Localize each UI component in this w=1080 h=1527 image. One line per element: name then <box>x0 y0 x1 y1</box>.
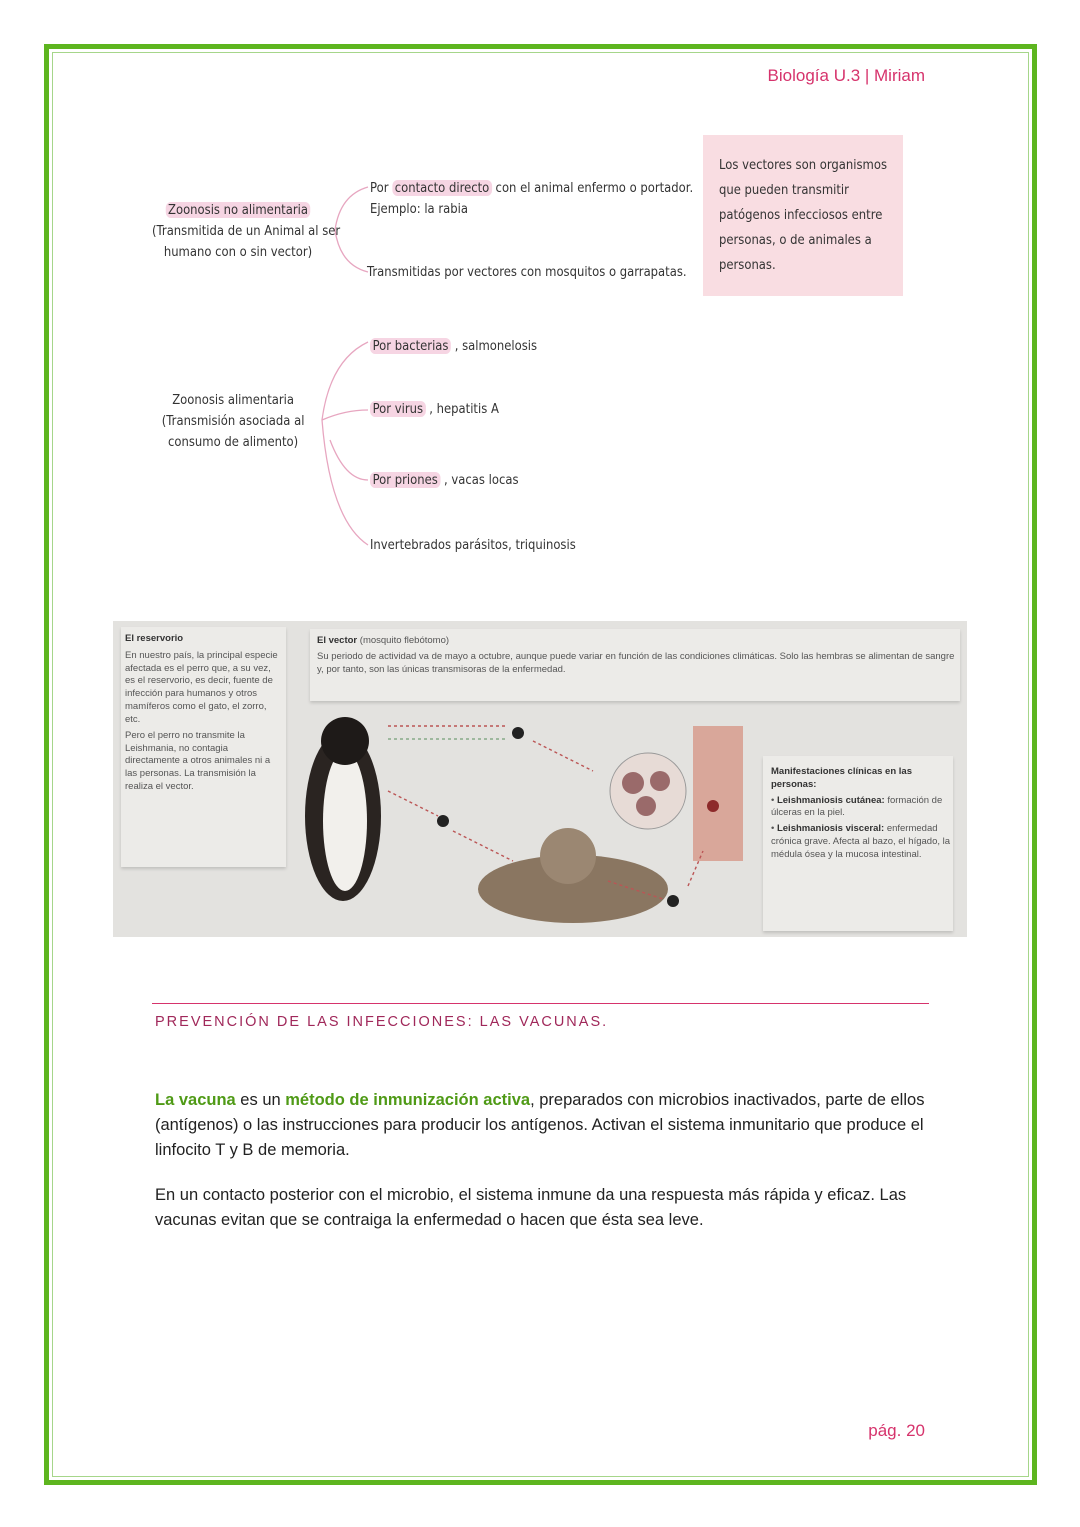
page-header: Biología U.3 | Miriam <box>767 66 925 85</box>
branch-contacto-directo: Por contacto directo con el animal enfermo o portador. Ejemplo: la rabia <box>370 180 694 217</box>
cat-icon <box>478 828 668 923</box>
vector-text: El vector (mosquito flebótomo) Su periodo de actividad va de mayo a octubre, aunque puede variar en función de las condiciones climáticas. Solo las hembras se alimentan de sangre y, por tanto, son las únicas transmisoras de la enfermedad. <box>317 635 955 675</box>
dog-icon <box>305 717 381 901</box>
section-title: PREVENCIÓN DE LAS INFECCIONES: LAS VACUNAS. <box>155 1014 609 1030</box>
parasite-magnifier-icon <box>610 753 686 829</box>
page-number: pág. 20 <box>868 1421 925 1440</box>
branch-virus: Por virus , hepatitis A <box>370 399 499 420</box>
paragraph-respuesta: En un contacto posterior con el microbio, el sistema inmune da una respuesta más rápida y eficaz. Las vacunas evitan que se contraiga la enfermedad o hacen que ésta sea leve. <box>155 1186 907 1229</box>
reservoir-text: El reservorio En nuestro país, la principal especie afectada es el perro que, a su vez, es el reservorio, es decir, fuente de infección para humanos y otros mamíferos como el gato, el zorro, etc. Pero el perro no transmite la Leishmania, no contagia directamente a otros animales ni a las personas. La transmisión la realiza el vector. <box>125 633 278 792</box>
zoonosis-alimentaria: Zoonosis alimentaria (Transmisión asociada al consumo de alimento) <box>161 392 305 450</box>
arm-icon <box>693 726 743 861</box>
paragraph-vacuna: La vacuna es un método de inmunización activa, preparados con microbios inactivados, parte de ellos (antígenos) o las instrucciones para producir los antígenos. Activan el sistema inmunitario que produce el linfocito T y B de memoria. <box>155 1091 925 1159</box>
branch-invertebrados: Invertebrados parásitos, triquinosis <box>370 537 576 553</box>
zoonosis-no-alimentaria: Zoonosis no alimentaria (Transmitida de un Animal al ser humano con o sin vector) <box>152 202 341 260</box>
section-divider <box>152 1003 929 1004</box>
vector-note: Los vectores son organismos que pueden transmitir patógenos infecciosos entre personas, o de animales a personas. <box>703 135 903 296</box>
clinical-manifestations: Manifestaciones clínicas en las personas: • Leishmaniosis cutánea: formación de úlceras en la piel. • Leishmaniosis visceral: enfermedad crónica grave. Afecta al bazo, el hígado, la médula ósea y la mucosa intestinal. <box>771 766 951 860</box>
branch-bacterias: Por bacterias , salmonelosis <box>370 336 537 357</box>
branch-priones: Por priones , vacas locas <box>370 470 519 491</box>
branch-vectores: Transmitidas por vectores con mosquitos o garrapatas. <box>367 264 687 280</box>
leishmaniosis-figure <box>113 621 967 937</box>
concept-map-arrows <box>0 0 1080 600</box>
